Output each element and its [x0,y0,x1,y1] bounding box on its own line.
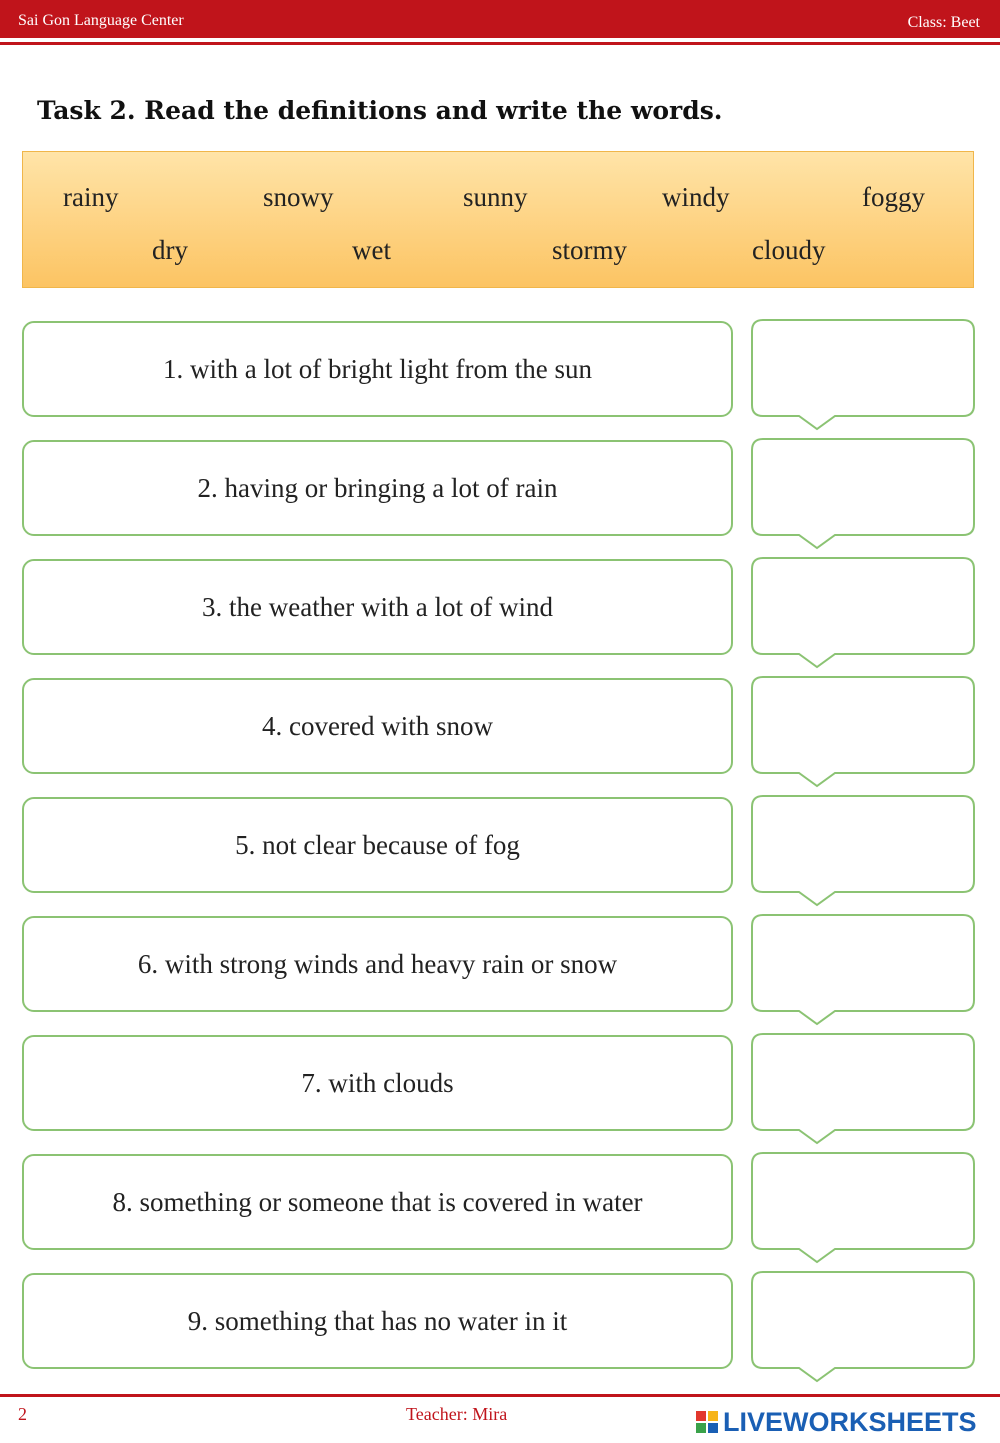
word-bank-item: snowy [263,182,334,212]
answer-box [751,557,975,669]
answer-input[interactable] [759,803,969,885]
task-title: Task 2. Read the definitions and write the words. [37,96,723,125]
answer-box [751,319,975,431]
definition-text: 1. with a lot of bright light from the sun [163,354,592,384]
answer-input[interactable] [759,1160,969,1242]
answer-box [751,1271,975,1383]
teacher-label: Teacher: Mira [406,1404,508,1424]
definition-text: 4. covered with snow [262,711,493,741]
answer-input[interactable] [759,1279,969,1361]
word-bank-item: stormy [552,235,628,265]
answer-box [751,914,975,1026]
answer-input[interactable] [759,446,969,528]
answer-box [751,1152,975,1264]
word-bank-item: windy [662,182,730,212]
answer-box [751,438,975,550]
answer-input[interactable] [759,684,969,766]
answer-input[interactable] [759,1041,969,1123]
definition-box [22,440,733,536]
word-bank-item: sunny [463,182,528,212]
definition-text: 7. with clouds [301,1068,454,1098]
answer-input[interactable] [759,922,969,1004]
answer-input[interactable] [759,565,969,647]
logo-blocks-icon [696,1411,718,1433]
answer-box [751,1033,975,1145]
definition-text: 8. something or someone that is covered in water [112,1187,643,1217]
word-bank-item: cloudy [752,235,826,265]
definition-box [22,1154,733,1250]
liveworksheets-logo [696,1406,977,1438]
word-bank-item: foggy [862,182,925,212]
definition-text: 5. not clear because of fog [235,830,520,860]
header-bar [0,0,1000,38]
footer-divider [0,1394,1000,1397]
definition-text: 6. with strong winds and heavy rain or snow [137,949,618,979]
word-bank [22,151,974,288]
word-bank-item: wet [352,235,391,265]
answer-box [751,795,975,907]
page-number: 2 [18,1404,27,1424]
answer-box [751,676,975,788]
definition-text: 2. having or bringing a lot of rain [197,473,558,503]
definition-box [22,916,733,1012]
definition-box [22,678,733,774]
class-label: Class: Beet [907,14,980,31]
definition-box [22,1035,733,1131]
definition-box [22,559,733,655]
word-bank-item: rainy [63,182,119,212]
logo-text: LIVEWORKSHEETS [723,1406,977,1437]
definition-box [22,797,733,893]
definition-box [22,321,733,417]
answer-input[interactable] [759,327,969,409]
definition-box [22,1273,733,1369]
word-bank-item: dry [152,235,188,265]
definition-text: 9. something that has no water in it [187,1306,568,1336]
definition-text: 3. the weather with a lot of wind [202,592,553,622]
header-divider [0,42,1000,45]
center-name: Sai Gon Language Center [18,12,184,29]
